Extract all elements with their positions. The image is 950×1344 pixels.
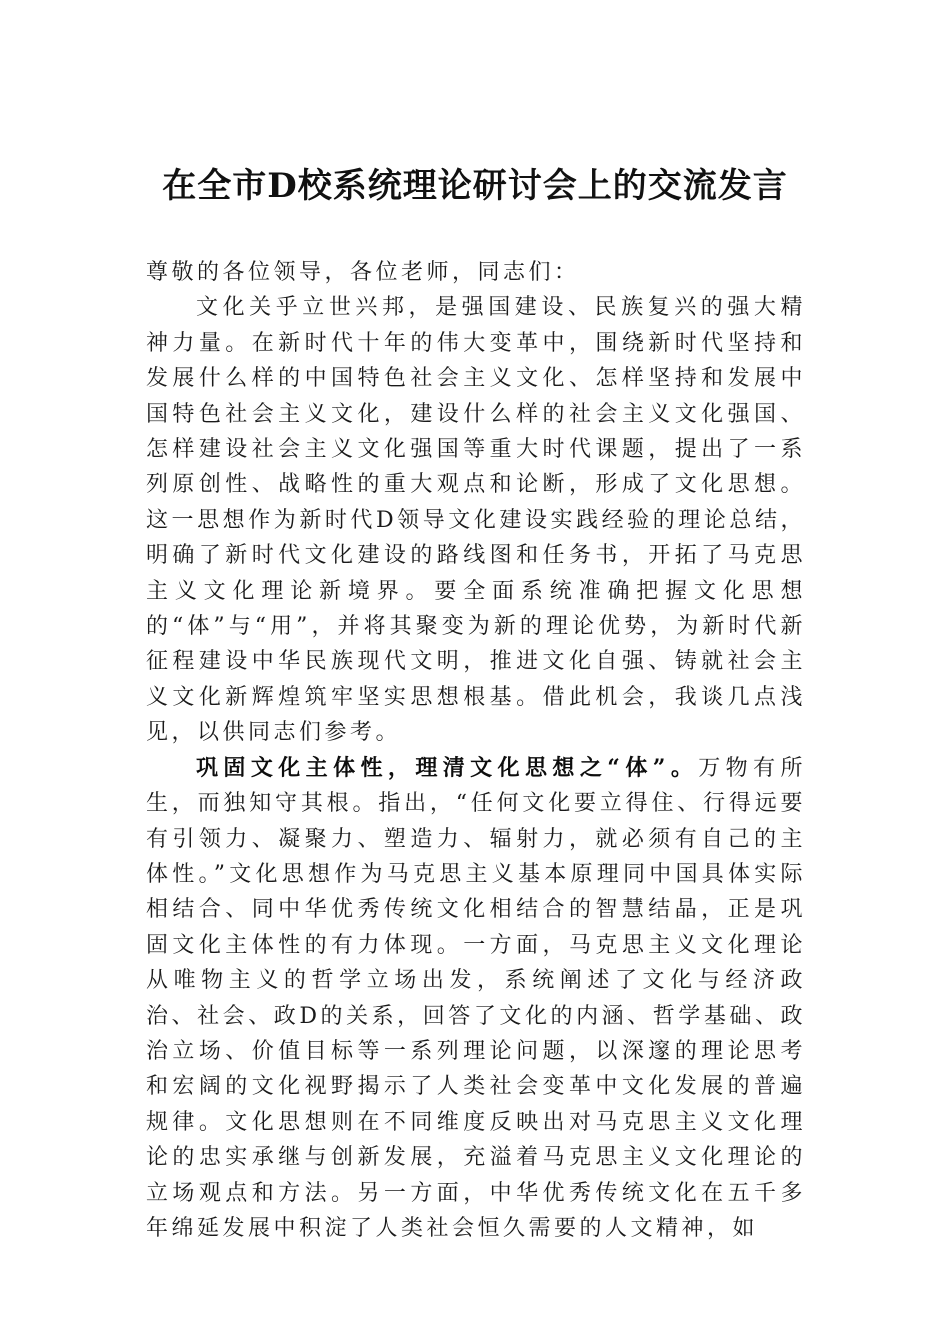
salutation: 尊敬的各位领导，各位老师，同志们： (146, 260, 580, 285)
document-body (146, 255, 806, 1246)
paragraph-cultural-subjectivity (146, 751, 806, 1247)
paragraph-lead-heading: 巩固文化主体性，理清文化思想之“体”。 (196, 754, 699, 781)
document-title: 在全市D校系统理论研讨会上的交流发言 (162, 166, 788, 206)
paragraph-intro (146, 290, 806, 750)
paragraph-text: 文化关乎立世兴邦，是强国建设、民族复兴的强大精神力量。在新时代十年的伟大变革中，围绕新时代坚持和发展什么样的中国特色社会主义文化、怎样坚持和发展中国特色社会主义文化，建设什么样的社会主义文化强国、怎样建设社会主义文化强国等重大时代课题，提出了一系列原创性、战略性的重大观点和论断，形成了文化思想。这一思想作为新时代D领导文化建设实践经验的理论总结，明确了新时代文化建设的路线图和任务书，开拓了马克思主义文化理论新境界。要全面系统准确把握文化思想的“体”与“用”，并将其聚变为新的理论优势，为新时代新征程建设中华民族现代文明，推进文化自强、铸就社会主义文化新辉煌筑牢坚实思想根基。借此机会，我谈几点浅见，以供同志们参考。 (146, 295, 806, 746)
paragraph-text: 万物有所生，而独知守其根。指出，“任何文化要立得住、行得远要有引领力、凝聚力、塑造力、辐射力，就必须有自己的主体性。”文化思想作为马克思主义基本原理同中国具体实际相结合、同中华优秀传统文化相结合的智慧结晶，正是巩固文化主体性的有力体现。一方面，马克思主义文化理论从唯物主义的哲学立场出发，系统阐述了文化与经济政治、社会、政D的关系，回答了文化的内涵、哲学基础、政治立场、价值目标等一系列理论问题，以深邃的理论思考和宏阔的文化视野揭示了人类社会变革中文化发展的普遍规律。文化思想则在不同维度反映出对马克思主义文化理论的忠实承继与创新发展，充溢着马克思主义文化理论的立场观点和方法。另一方面，中华优秀传统文化在五千多年绵延发展中积淀了人类社会恒久需要的人文精神，如 (146, 755, 806, 1241)
